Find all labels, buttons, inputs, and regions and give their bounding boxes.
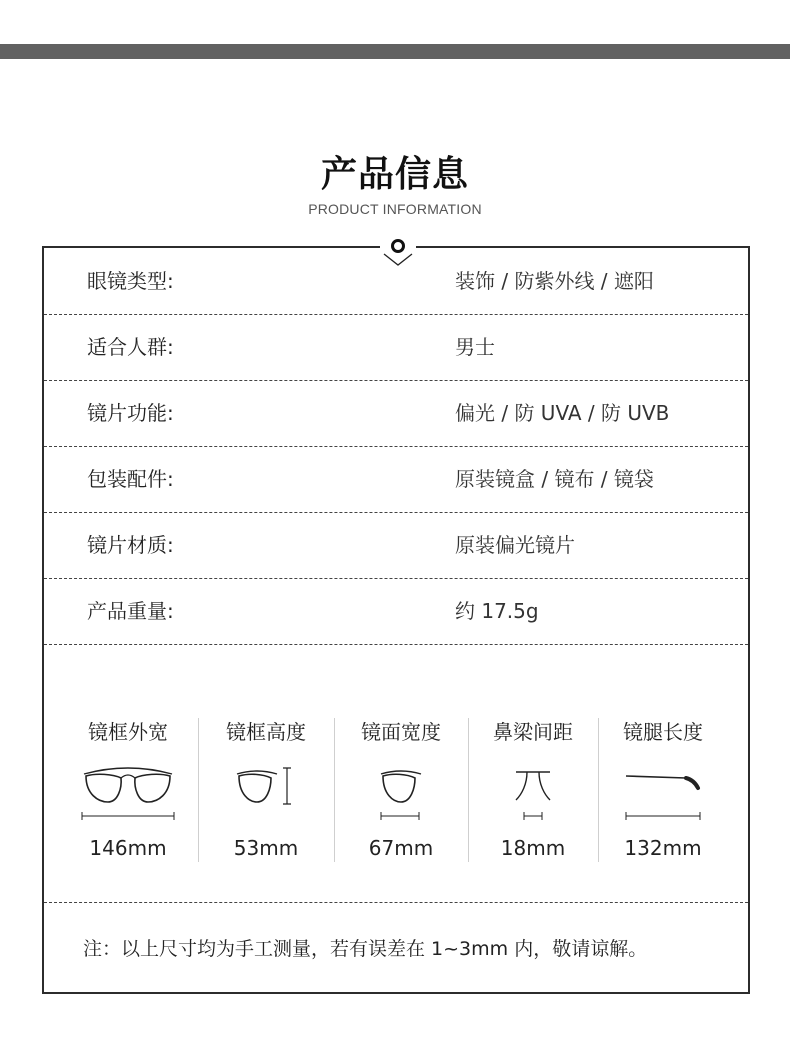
- measure-temple: [598, 668, 728, 858]
- spec-value: 约 17.5g: [455, 599, 539, 623]
- frame-height-icon: [198, 764, 334, 826]
- page-subtitle: PRODUCT INFORMATION: [308, 201, 482, 217]
- measure-label: 镜面宽度: [361, 720, 441, 744]
- spec-value: 装饰 / 防紫外线 / 遮阳: [455, 269, 654, 293]
- measure-label: 镜腿长度: [623, 720, 703, 744]
- page-title: 产品信息: [320, 154, 469, 195]
- measure-lens-width: [334, 668, 468, 858]
- measure-label: 鼻梁间距: [493, 720, 573, 744]
- temple-length-icon: [598, 764, 728, 826]
- lens-width-icon: [334, 764, 468, 826]
- frame-width-icon: [58, 764, 198, 826]
- measurement-note: 注：以上尺寸均为手工测量，若有误差在 1~3mm 内，敬请谅解。: [83, 938, 648, 960]
- spec-value: 原装偏光镜片: [455, 533, 575, 557]
- location-pin-icon: [380, 238, 416, 270]
- measure-value: 18mm: [500, 836, 566, 860]
- spec-value: 原装镜盒 / 镜布 / 镜袋: [455, 467, 654, 491]
- bridge-width-icon: [468, 764, 598, 826]
- measure-value: 53mm: [233, 836, 299, 860]
- spec-row-accessories: [44, 446, 748, 513]
- spec-label: 产品重量:: [87, 599, 174, 623]
- top-bar: [0, 44, 790, 59]
- spec-label: 镜片材质:: [87, 533, 174, 557]
- measure-bridge: [468, 668, 598, 858]
- spec-row-function: [44, 380, 748, 447]
- spec-value: 男士: [455, 335, 495, 359]
- measure-value: 67mm: [368, 836, 434, 860]
- spec-label: 包装配件:: [87, 467, 174, 491]
- spec-label: 眼镜类型:: [87, 269, 174, 293]
- spec-label: 镜片功能:: [87, 401, 174, 425]
- measure-label: 镜框高度: [226, 720, 306, 744]
- measure-frame-width: [58, 668, 198, 858]
- spec-label: 适合人群:: [87, 335, 174, 359]
- measure-frame-height: [198, 668, 334, 858]
- note-divider: [44, 902, 748, 903]
- spec-row-material: [44, 512, 748, 579]
- measure-label: 镜框外宽: [88, 720, 168, 744]
- measure-value: 146mm: [89, 836, 167, 860]
- measure-value: 132mm: [624, 836, 702, 860]
- spec-row-weight: [44, 578, 748, 645]
- spec-row-audience: [44, 314, 748, 381]
- spec-value: 偏光 / 防 UVA / 防 UVB: [455, 401, 670, 425]
- info-panel: [42, 246, 750, 994]
